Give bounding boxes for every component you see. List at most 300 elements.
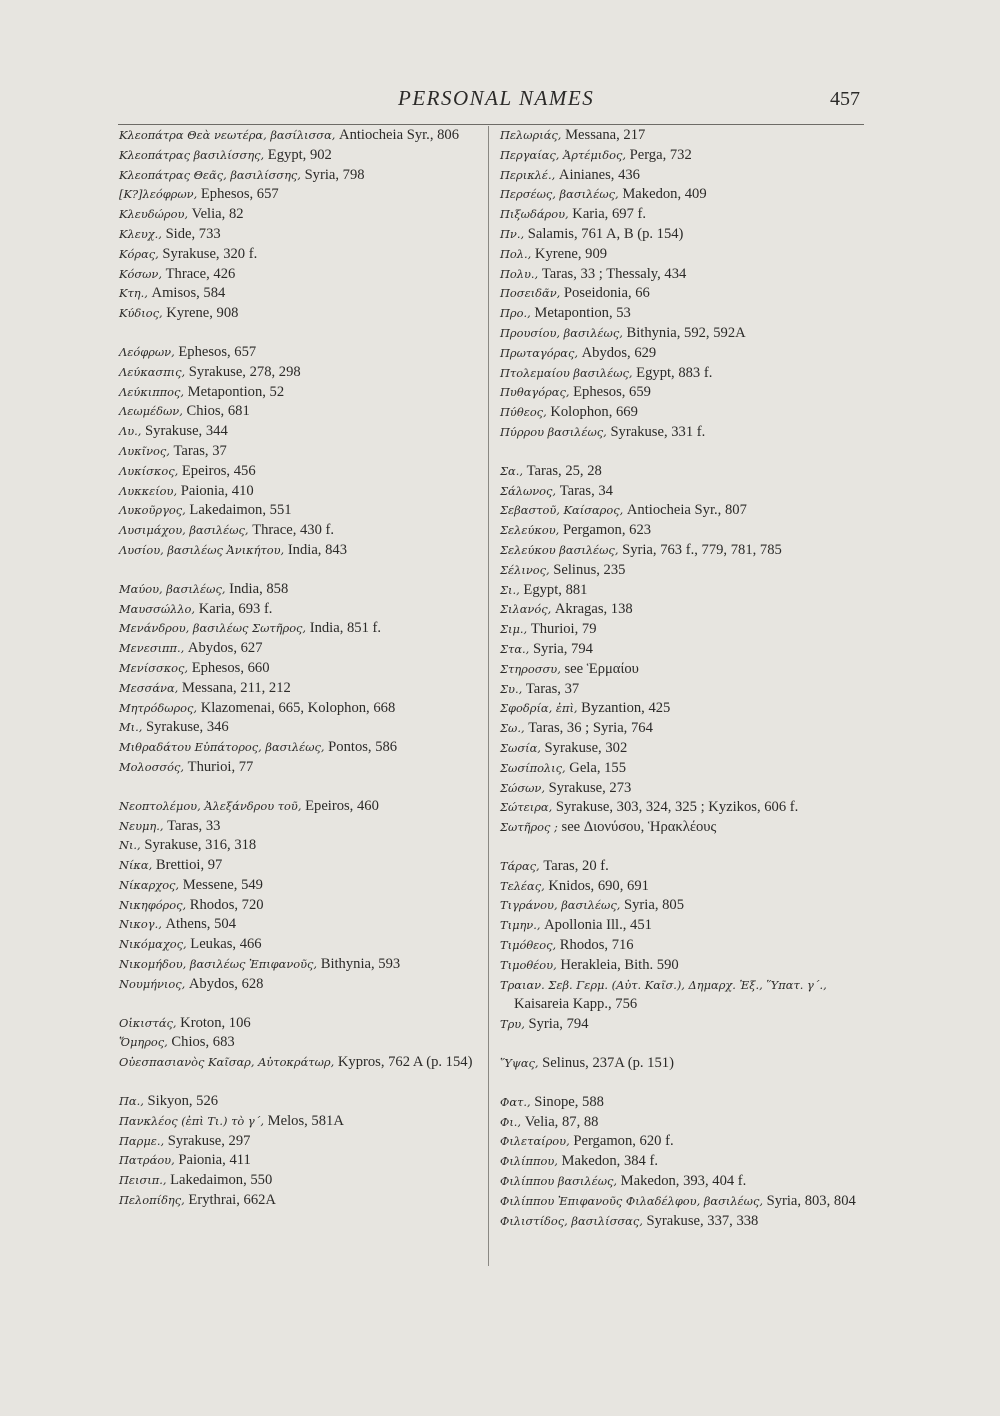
index-entry [119,284,483,304]
index-entry [119,1053,483,1073]
index-entry [500,581,864,601]
entry-reference: Egypt, 883 f. [632,364,713,381]
index-entry [500,126,864,146]
index-entry [500,1152,864,1172]
greek-name: Τιγράνου, βασιλέως, [500,898,621,913]
greek-name: Στηροσσυ, [500,661,561,676]
entry-reference: Syrakuse, 337, 338 [642,1212,759,1229]
page-number: 457 [830,88,860,110]
index-entry [500,462,864,482]
index-entry [119,343,483,363]
entry-reference: Rhodos, 720 [186,896,264,913]
entry-reference: Ephesos, 659 [569,384,651,401]
entry-reference: Kroton, 106 [176,1014,251,1031]
greek-name: Νευμη., [119,818,164,833]
entry-reference: Selinus, 235 [549,561,626,578]
index-entry [500,1054,864,1074]
entry-reference: Taras, 37 [169,442,227,459]
index-entry [500,344,864,364]
greek-name: Φιλίππου Ἐπιφανοῦς Φιλαδέλφου, βασιλέως, [500,1193,763,1208]
entry-reference: Messana, 217 [561,127,646,143]
index-entry [500,166,864,186]
greek-name: Φατ., [500,1094,531,1109]
entry-reference: Egypt, 881 [519,581,588,598]
greek-name: Φιλιστίδος, βασιλίσσας, [500,1213,643,1228]
index-entry [119,679,483,699]
greek-name: Πεισιπ., [119,1173,167,1188]
greek-name: Πιξωδάρου, [500,207,569,222]
greek-name: Νικομήδου, βασιλέως Ἐπιφανοῦς, [119,957,318,972]
greek-name: Περικλέ., [500,167,556,182]
index-entry [500,779,864,799]
greek-name: Λυσιμάχου, βασιλέως, [119,523,249,538]
greek-name: Πελωριάς, [500,128,562,142]
entry-reference: Melos, 581A [264,1112,344,1129]
entry-reference: Sikyon, 526 [143,1093,219,1110]
index-entry [500,600,864,620]
greek-name: Πατράου, [119,1153,175,1168]
entry-reference: Poseidonia, 66 [560,285,650,302]
index-entry [500,916,864,936]
greek-name: Παρμε., [119,1133,165,1148]
index-entry [119,876,483,896]
greek-name: Σέλινος, [500,562,550,577]
entry-reference: India, 843 [284,541,347,558]
greek-name: Λυσίου, βασιλέως Ἀνικήτου, [119,542,285,557]
index-entry [119,817,483,837]
greek-name: Πανκλέος (ἐπὶ Τι.) τὸ γ´, [119,1113,264,1128]
entry-reference: Apollonia Ill., 451 [540,917,652,934]
greek-name: Προ., [500,306,531,321]
greek-name: Μενάνδρου, βασιλέως Σωτῆρος, [119,621,307,636]
greek-name: Νι., [119,838,141,853]
header-rule [118,124,864,125]
index-entry [500,403,864,423]
entry-reference: Ainianes, 436 [555,166,640,183]
greek-name: Πελοπίδης, [119,1193,185,1208]
greek-name: Τάρας, [500,858,540,873]
index-entry [500,896,864,916]
index-entry [500,976,864,1016]
entry-reference: Taras, 34 [556,482,613,499]
entry-reference: Kaisareia Kapp., 756 [514,996,638,1013]
index-entry [119,797,483,817]
greek-name: Νικόμαχος, [119,937,187,952]
entry-reference: Taras, 37 [522,680,580,697]
greek-name: Λυκοῦργος, [119,503,186,518]
greek-name: Ποσειδᾶν, [500,286,561,301]
index-entry [500,185,864,205]
index-entry [500,225,864,245]
entry-reference: Athens, 504 [161,916,236,933]
index-entry [500,699,864,719]
index-entry [119,383,483,403]
greek-name: Φιλίππου, [500,1154,558,1169]
greek-name: Μι., [119,720,143,735]
greek-name: Κλεοπάτρας βασιλίσσης, [119,147,265,162]
greek-name: Πρωταγόρας, [500,345,578,360]
index-entry [119,402,483,422]
greek-name: Σωτῆρος ; [500,820,558,835]
index-entry [119,1191,483,1211]
index-letter-group [500,1093,864,1232]
entry-reference: Velia, 87, 88 [521,1113,599,1130]
index-column-left [119,126,483,1230]
greek-name: Ὕψας, [500,1056,539,1071]
greek-name: Κύδιος, [119,306,163,321]
greek-name: Μητρόδωρος, [119,700,198,715]
index-entry [119,639,483,659]
entry-reference: Akragas, 138 [551,601,633,618]
index-letter-group [119,343,483,561]
entry-reference: Velia, 82 [188,206,244,223]
entry-reference: Kolophon, 669 [546,404,638,421]
index-entry [119,1092,483,1112]
entry-reference: Karia, 693 f. [195,600,273,617]
index-entry [500,640,864,660]
entry-reference: Taras, 33 ; Thessaly, 434 [538,265,687,282]
index-entry [119,185,483,205]
greek-name: Φι., [500,1114,522,1129]
entry-reference: Syria, 794 [529,640,593,657]
entry-reference: Klazomenai, 665, Kolophon, 668 [197,699,396,716]
index-entry [500,541,864,561]
greek-name: Σιμ., [500,622,528,637]
index-entry [119,738,483,758]
index-entry [119,975,483,995]
greek-name: Σελεύκου, [500,523,560,538]
greek-name: Λεύκιππος, [119,384,185,399]
index-entry [500,818,864,838]
greek-name: Μαύου, βασιλέως, [119,581,226,596]
column-divider [488,126,489,1266]
entry-reference: Syria, 803, 804 [762,1192,856,1209]
index-entry [119,1171,483,1191]
index-entry [119,126,483,146]
greek-name: Πτολεμαίου βασιλέως, [500,365,633,380]
greek-name: Πν., [500,226,525,241]
greek-name: Οὐεσπασιανὸς Καῖσαρ, Αὐτοκράτωρ, [119,1055,335,1070]
entry-reference: Paionia, 411 [174,1152,251,1169]
greek-name: Νουμήνιος, [119,976,186,991]
index-entry [500,1015,864,1035]
entry-reference: Antiocheia Syr., 806 [335,127,460,143]
index-column-right [500,126,864,1250]
entry-reference: Bithynia, 593 [317,956,401,973]
entry-reference: Side, 733 [161,225,221,242]
greek-name: Σφοδρία, ἐπὶ, [500,701,578,716]
index-entry [500,304,864,324]
index-entry [119,1132,483,1152]
greek-name: Λυκίσκος, [119,463,179,478]
entry-reference: Amisos, 584 [147,285,226,302]
greek-name: Οἰκιστάς, [119,1015,177,1030]
greek-name: Πυθαγόρας, [500,385,570,400]
index-entry [500,501,864,521]
index-entry [500,739,864,759]
entry-reference: Chios, 683 [167,1034,235,1051]
entry-reference: Syrakuse, 346 [142,719,229,736]
entry-reference: Thurioi, 77 [184,758,254,775]
greek-name: Μενίσσκος, [119,660,189,675]
entry-reference: Makedon, 384 f. [557,1153,658,1170]
index-entry [119,245,483,265]
greek-name: Σιλανός, [500,602,552,617]
greek-name: Τραιαν. Σεβ. Γερμ. (Αὐτ. Καῖσ.), Δημαρχ. Ἐξ., Ὕπατ. γ´., [500,977,827,992]
entry-reference: Syrakuse, 344 [141,423,228,440]
entry-reference: India, 851 f. [306,620,382,637]
entry-reference: Pergamon, 623 [559,522,652,539]
greek-name: Νεοπτολέμου, Ἀλεξάνδρου τοῦ, [119,798,302,813]
index-entry [500,205,864,225]
entry-reference: Chios, 681 [182,403,250,420]
index-entry [119,915,483,935]
entry-reference: Antiocheia Syr., 807 [623,502,747,519]
index-entry [119,501,483,521]
entry-reference: Paionia, 410 [177,482,254,499]
entry-reference: Syria, 805 [620,897,685,914]
index-entry [500,245,864,265]
entry-reference: Syrakuse, 331 f. [606,423,706,440]
index-entry [119,659,483,679]
index-entry [500,1212,864,1232]
index-entry [119,205,483,225]
entry-reference: Abydos, 629 [577,344,657,361]
greek-name: Ὅμηρος, [119,1035,168,1050]
entry-reference: Lakedaimon, 551 [185,502,292,519]
entry-reference: Rhodos, 716 [556,937,634,954]
greek-name: Κλεοπάτρα Θεὰ νεωτέρα, βασίλισσα, [119,128,336,142]
entry-reference: Kypros, 762 A (p. 154) [334,1054,473,1071]
index-entry [119,166,483,186]
entry-reference: see Ἑρμαίου [560,660,639,677]
greek-name: Σω., [500,721,525,736]
index-entry [500,265,864,285]
entry-reference: Makedon, 409 [618,186,707,203]
greek-name: Τιμόθεος, [500,938,557,953]
entry-reference: Abydos, 627 [184,640,263,657]
entry-reference: Makedon, 393, 404 f. [617,1173,747,1190]
entry-reference: Selinus, 237A (p. 151) [538,1055,674,1072]
entry-reference: Gela, 155 [565,759,627,776]
index-entry [119,422,483,442]
index-entry [500,680,864,700]
index-entry [500,877,864,897]
index-entry [500,561,864,581]
entry-reference: Epeiros, 460 [301,797,379,814]
entry-reference: Kyrene, 908 [162,305,239,322]
index-entry [500,956,864,976]
entry-reference: Leukas, 466 [186,936,262,953]
entry-reference: Herakleia, Bith. 590 [556,956,679,973]
entry-reference: Egypt, 902 [264,146,332,163]
greek-name: Συ., [500,681,523,696]
entry-reference: Erythrai, 662A [184,1192,276,1209]
entry-reference: Thrace, 430 f. [248,522,335,539]
index-entry [500,423,864,443]
entry-reference: Syria, 798 [300,166,365,183]
entry-reference: Pontos, 586 [324,739,398,756]
greek-name: Σα., [500,463,523,478]
index-entry [500,364,864,384]
index-entry [119,146,483,166]
greek-name: Κόρας, [119,246,159,261]
entry-reference: Lakedaimon, 550 [166,1172,273,1189]
index-entry [119,896,483,916]
entry-reference: Thurioi, 79 [527,621,597,638]
greek-name: Πολ., [500,246,532,261]
greek-name: Μολοσσός, [119,759,185,774]
entry-reference: Taras, 25, 28 [523,462,602,479]
entry-reference: Taras, 36 ; Syria, 764 [524,720,653,737]
index-entry [500,324,864,344]
index-letter-group [500,1054,864,1074]
entry-reference: Epeiros, 456 [178,462,256,479]
index-entry [500,1093,864,1113]
index-entry [500,798,864,818]
greek-name: Τελέας, [500,878,545,893]
index-entry [500,383,864,403]
greek-name: Κλεοπάτρας Θεᾶς, βασιλίσσης, [119,167,301,182]
entry-reference: Perga, 732 [625,146,692,163]
greek-name: Σωσίπολις, [500,760,566,775]
entry-reference: Syrakuse, 278, 298 [185,363,301,380]
index-entry [119,600,483,620]
greek-name: Μεσσάνα, [119,680,179,695]
index-entry [119,1112,483,1132]
entry-reference: Syrakuse, 303, 324, 325 ; Kyzikos, 606 f. [552,799,799,816]
index-entry [119,955,483,975]
index-entry [119,482,483,502]
running-head [0,86,1000,116]
entry-reference: Karia, 697 f. [568,206,647,223]
greek-name: Λεόφρων, [119,344,175,359]
index-entry [500,1132,864,1152]
entry-reference: Ephesos, 657 [174,343,257,360]
greek-name: Σάλωνος, [500,483,557,498]
entry-reference: Ephesos, 657 [197,186,279,203]
greek-name: Τιμην., [500,918,541,933]
index-entry [119,442,483,462]
entry-reference: Messana, 211, 212 [178,679,291,696]
greek-name: Λεωμέδων, [119,404,183,419]
greek-name: Σωσία, [500,740,541,755]
index-entry [119,225,483,245]
index-letter-group [500,462,864,838]
index-entry [500,719,864,739]
index-letter-group [119,1092,483,1211]
greek-name: Κλευδώρου, [119,207,189,222]
entry-reference: Syria, 794 [524,1016,589,1033]
greek-name: Νίκα, [119,858,153,873]
running-title: PERSONAL NAMES [398,86,595,110]
greek-name: Νικογ., [119,917,162,932]
index-entry [500,1113,864,1133]
index-letter-group [119,797,483,995]
index-entry [500,857,864,877]
greek-name: Μιθραδάτου Εὐπάτορος, βασιλέως, [119,740,325,755]
index-entry [119,363,483,383]
entry-reference: Taras, 33 [163,817,221,834]
index-entry [500,660,864,680]
index-entry [500,482,864,502]
greek-name: Σεβαστοῦ, Καίσαρος, [500,503,624,518]
index-entry [119,856,483,876]
greek-name: Λυκκείου, [119,483,178,498]
index-entry [119,541,483,561]
greek-name: Κλευχ., [119,226,162,241]
index-entry [119,462,483,482]
greek-name: Σώσων, [500,780,545,795]
entry-reference: Byzantion, 425 [577,700,671,717]
entry-reference: Kyrene, 909 [531,245,608,262]
greek-name: Πα., [119,1094,144,1109]
entry-reference: Messene, 549 [179,876,263,893]
index-entry [500,284,864,304]
index-letter-group [119,580,483,778]
entry-reference: Sinope, 588 [530,1093,604,1110]
entry-reference: Syrakuse, 320 f. [158,245,258,262]
greek-name: Νίκαρχος, [119,877,180,892]
index-entry [500,759,864,779]
greek-name: Πύθεος, [500,405,547,420]
index-letter-group [119,1014,483,1073]
index-entry [119,718,483,738]
entry-reference: Salamis, 761 A, B (p. 154) [524,225,684,242]
greek-name: Περγαίας, Ἀρτέμιδος, [500,147,626,162]
greek-name: Κόσων, [119,266,162,281]
greek-name: Τρυ, [500,1017,525,1032]
index-entry [500,146,864,166]
entry-reference: Pergamon, 620 f. [569,1133,674,1150]
greek-name: Σώτειρα, [500,800,553,815]
index-entry [119,265,483,285]
greek-name: [Κ?]λεόφρων, [119,187,198,202]
index-entry [119,836,483,856]
index-entry [119,1033,483,1053]
entry-reference: Bithynia, 592, 592A [622,324,746,341]
index-entry [119,699,483,719]
index-entry [119,1151,483,1171]
index-entry [500,1172,864,1192]
index-entry [119,619,483,639]
entry-reference: Abydos, 628 [185,975,264,992]
greek-name: Σελεύκου βασιλέως, [500,542,619,557]
greek-name: Λυ., [119,424,142,439]
greek-name: Μενεσιππ., [119,641,185,656]
entry-reference: Syrakuse, 316, 318 [140,837,257,854]
entry-reference: Brettioi, 97 [152,857,223,874]
index-entry [500,1192,864,1212]
greek-name: Περσέως, βασιλέως, [500,187,619,202]
index-entry [500,620,864,640]
greek-name: Σι., [500,582,520,597]
entry-reference: see Διονύσου, Ἡρακλέους [557,819,717,836]
entry-reference: Ephesos, 660 [188,659,270,676]
entry-reference: Metapontion, 53 [530,305,631,322]
index-entry [119,758,483,778]
index-entry [500,521,864,541]
index-entry [119,304,483,324]
greek-name: Πύρρου βασιλέως, [500,424,607,439]
entry-reference: India, 858 [225,580,289,597]
greek-name: Λυκῖνος, [119,443,170,458]
greek-name: Λεύκασπις, [119,364,186,379]
entry-reference: Knidos, 690, 691 [544,877,649,894]
index-entry [119,935,483,955]
index-entry [500,936,864,956]
entry-reference: Syria, 763 f., 779, 781, 785 [618,541,782,558]
